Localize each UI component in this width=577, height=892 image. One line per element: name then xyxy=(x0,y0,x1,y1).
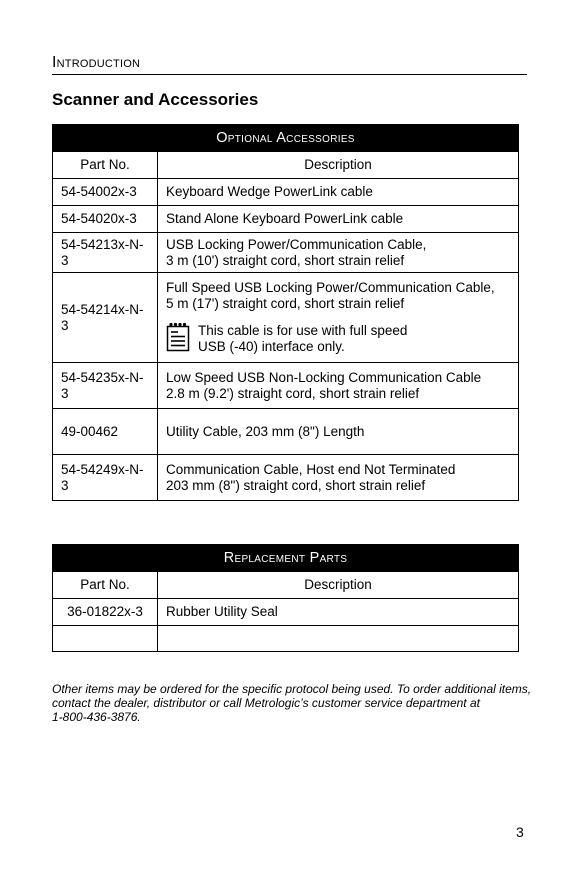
description-line: Low Speed USB Non-Locking Communication Cable xyxy=(166,369,482,385)
table-title: Replacement Parts xyxy=(53,545,519,572)
cable-note xyxy=(166,322,510,356)
footer-note xyxy=(52,682,532,724)
description-line: Full Speed USB Locking Power/Communication Cable, xyxy=(166,279,495,295)
column-header-description: Description xyxy=(158,572,519,599)
table-row xyxy=(53,455,519,501)
part-number: 54-54249x-N-3 xyxy=(53,455,158,501)
part-number: 36-01822x-3 xyxy=(53,599,158,626)
footer-line: contact the dealer, distributor or call Metrologic’s customer service department at xyxy=(52,696,480,710)
description-line: 2.8 m (9.2') straight cord, short strain relief xyxy=(166,385,420,401)
note-line: This cable is for use with full speed xyxy=(198,322,408,338)
note-line: USB (-40) interface only. xyxy=(198,338,345,354)
page-number: 3 xyxy=(516,824,524,840)
description-line: Communication Cable, Host end Not Terminated xyxy=(166,461,456,477)
table-row xyxy=(53,233,519,273)
description: Keyboard Wedge PowerLink cable xyxy=(158,179,519,206)
optional-accessories-table xyxy=(52,124,519,501)
table-row xyxy=(53,626,519,652)
table-row xyxy=(53,363,519,409)
description xyxy=(158,626,519,652)
column-header-part: Part No. xyxy=(53,152,158,179)
table-row xyxy=(53,179,519,206)
part-number: 54-54213x-N-3 xyxy=(53,233,158,273)
part-number: 54-54214x-N-3 xyxy=(53,273,158,363)
description: Rubber Utility Seal xyxy=(158,599,519,626)
part-number: 54-54235x-N-3 xyxy=(53,363,158,409)
column-header-part: Part No. xyxy=(53,572,158,599)
description xyxy=(158,455,519,501)
footer-line: 1-800-436-3876. xyxy=(52,710,141,724)
footer-line: Other items may be ordered for the specific protocol being used. To order additional items, xyxy=(52,682,532,696)
table-row xyxy=(53,409,519,455)
description xyxy=(158,273,519,363)
description: Stand Alone Keyboard PowerLink cable xyxy=(158,206,519,233)
table-row xyxy=(53,206,519,233)
description-line: 203 mm (8") straight cord, short strain relief xyxy=(166,477,426,493)
table-title: Optional Accessories xyxy=(53,125,519,152)
replacement-parts-table xyxy=(52,544,519,652)
table-row xyxy=(53,599,519,626)
page-heading: Scanner and Accessories xyxy=(52,90,259,109)
part-number: 49-00462 xyxy=(53,409,158,455)
description-line: 5 m (17') straight cord, short strain relief xyxy=(166,295,405,311)
description-line: USB Locking Power/Communication Cable, xyxy=(166,236,427,252)
column-header-description: Description xyxy=(158,152,519,179)
table-row xyxy=(53,273,519,363)
description xyxy=(158,233,519,273)
description: Utility Cable, 203 mm (8") Length xyxy=(158,409,519,455)
description-line: 3 m (10') straight cord, short strain relief xyxy=(166,252,405,268)
section-header: Introduction xyxy=(52,54,527,75)
part-number: 54-54020x-3 xyxy=(53,206,158,233)
notepad-icon xyxy=(166,322,198,356)
part-number xyxy=(53,626,158,652)
description xyxy=(158,363,519,409)
part-number: 54-54002x-3 xyxy=(53,179,158,206)
